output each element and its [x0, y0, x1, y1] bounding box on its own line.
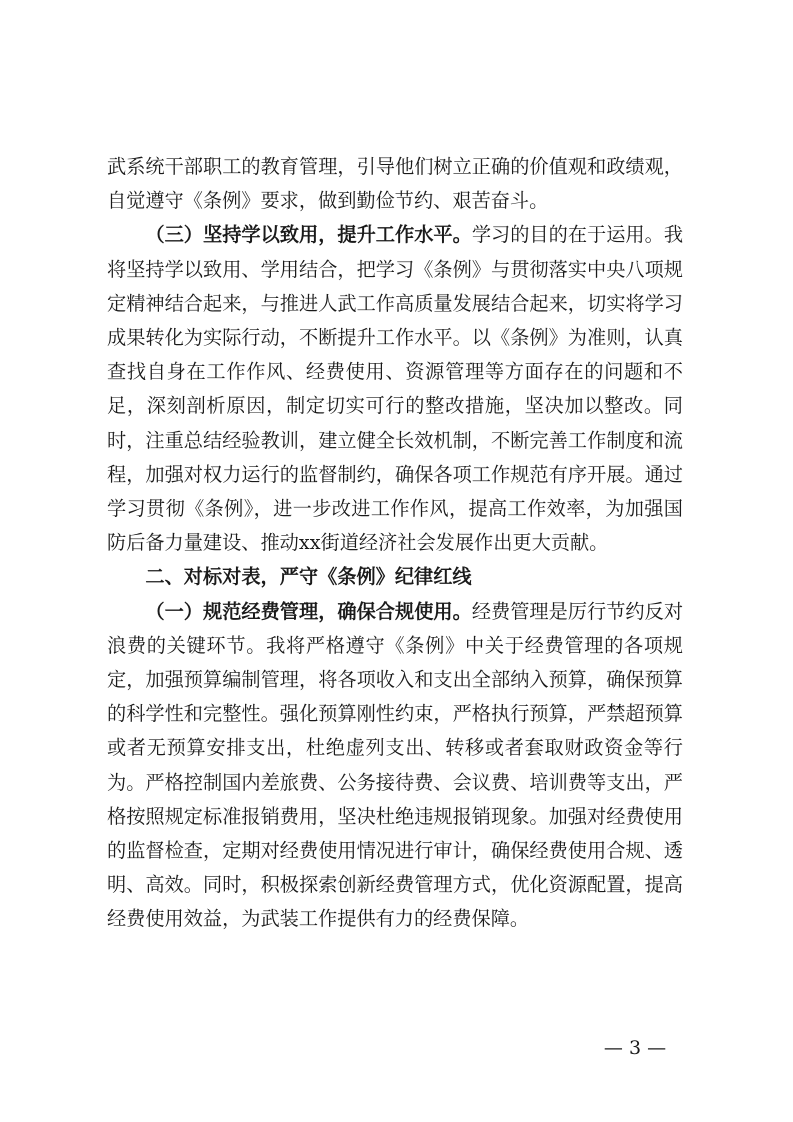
section-heading: 二、对标对表，严守《条例》纪律红线	[145, 565, 472, 589]
paragraph-text: 学习的目的在于运用。我将坚持学以致用、学用结合，把学习《条例》与贯彻落实中央八项规定精神结合起来，与推进人武工作高质量发展结合起来，切实将学习成果转化为实际行动，不断提升工作水平。以《条例》为准则，认真查找自身在工作作风、经费使用、资源管理等方面存在的问题和不足，深刻剖析原因，制定切实可行的整改措施，坚决加以整改。同时，注重总结经验教训，建立健全长效机制，不断完善工作制度和流程，加强对权力运行的监督制约，确保各项工作规范有序开展。通过学习贯彻《条例》，进一步改进工作作风，提高工作效率，为加强国防后备力量建设、推动xx街道经济社会发展作出更大贡献。	[107, 223, 684, 555]
paragraph-fund-management	[107, 595, 683, 937]
paragraph-continuation	[107, 150, 683, 218]
paragraph-text: 经费管理是厉行节约反对浪费的关键环节。我将严格遵守《条例》中关于经费管理的各项规定，加强预算编制管理，将各项收入和支出全部纳入预算，确保预算的科学性和完整性。强化预算刚性约束，严格执行预算，严禁超预算或者无预算安排支出，杜绝虚列支出、转移或者套取财政资金等行为。严格控制国内差旅费、公务接待费、会议费、培训费等支出，严格按照规定标准报销费用，坚决杜绝违规报销现象。加强对经费使用的监督检查，定期对经费使用情况进行审计，确保经费使用合规、透明、高效。同时，积极探索创新经费管理方式，优化资源配置，提高经费使用效益，为武装工作提供有力的经费保障。	[107, 599, 684, 931]
paragraph-apply-learning	[107, 218, 683, 560]
document-body	[107, 150, 683, 937]
paragraph-lead-heading: （三）坚持学以致用，提升工作水平。	[145, 223, 472, 247]
paragraph-text: 武系统干部职工的教育管理，引导他们树立正确的价值观和政绩观，自觉遵守《条例》要求，做到勤俭节约、艰苦奋斗。	[107, 155, 683, 213]
page-number: — 3 —	[603, 1037, 667, 1059]
paragraph-lead-heading: （一）规范经费管理，确保合规使用。	[145, 599, 472, 623]
